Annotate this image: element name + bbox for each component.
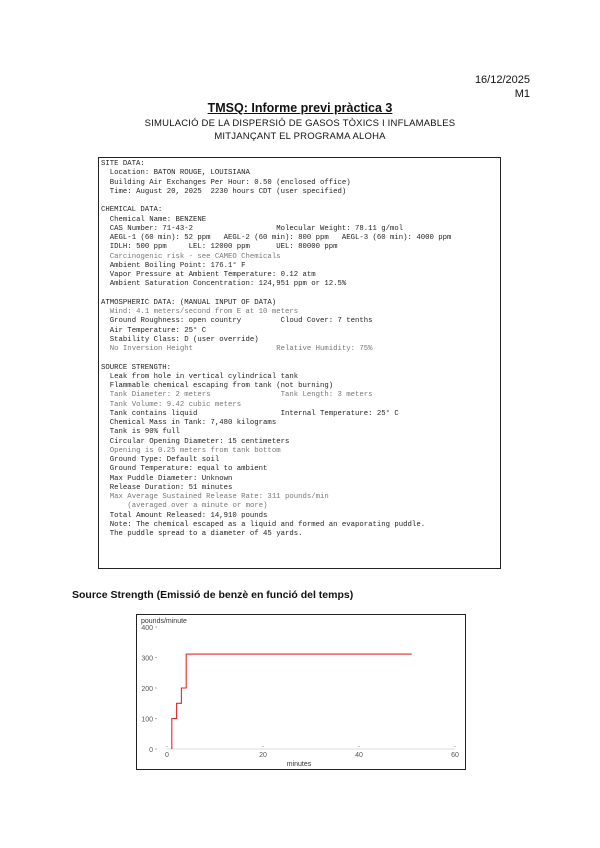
chart-xtick-label: 40 bbox=[355, 752, 363, 759]
report-line: Note: The chemical escaped as a liquid and formed an evaporating puddle. bbox=[109, 520, 426, 529]
report-line: Ground Roughness: open country Cloud Cover: 7 tenths bbox=[109, 317, 373, 326]
report-line: Tank Diameter: 2 meters Tank Length: 3 meters bbox=[109, 391, 373, 400]
chart-ytick-label: 0 bbox=[149, 747, 153, 754]
report-line: Time: August 20, 2025 2230 hours CDT (user specified) bbox=[109, 187, 347, 196]
report-line: SITE DATA: bbox=[101, 160, 145, 168]
chart-section-title: Source Strength (Emissió de benzè en funció del temps) bbox=[72, 589, 354, 601]
report-line: Ambient Saturation Concentration: 124,951 ppm or 12.5% bbox=[109, 280, 347, 289]
chart-xtick-label: 60 bbox=[451, 752, 459, 759]
chart-svg bbox=[137, 615, 467, 771]
report-line: Location: BATON ROUGE, LOUISIANA bbox=[109, 169, 250, 178]
report-line: Building Air Exchanges Per Hour: 0.50 (enclosed office) bbox=[109, 178, 351, 187]
report-line: Ambient Boiling Point: 176.1° F bbox=[109, 261, 246, 270]
report-line: Max Puddle Diameter: Unknown bbox=[109, 474, 233, 483]
report-line: Tank contains liquid Internal Temperature: 25° C bbox=[109, 409, 399, 418]
report-line: Max Average Sustained Release Rate: 311 pounds/min bbox=[109, 493, 329, 501]
report-line: Chemical Mass in Tank: 7,480 kilograms bbox=[109, 419, 277, 427]
report-line: Flammable chemical escaping from tank (not burning) bbox=[109, 382, 334, 390]
subtitle-line-2: MITJANÇANT EL PROGRAMA ALOHA bbox=[214, 131, 386, 142]
report-line: (averaged over a minute or more) bbox=[127, 502, 268, 511]
chart-xtick-label: 20 bbox=[259, 752, 267, 759]
report-line: Air Temperature: 25° C bbox=[109, 326, 207, 335]
report-line: Carcinogenic risk - see CAMEO Chemicals bbox=[109, 252, 281, 261]
report-line: CHEMICAL DATA: bbox=[101, 206, 163, 215]
chart-ylabel: pounds/minute bbox=[141, 618, 187, 625]
report-line: Circular Opening Diameter: 15 centimeters bbox=[109, 437, 290, 446]
report-line: Chemical Name: BENZENE bbox=[109, 215, 207, 224]
chart-ytick-label: 400 bbox=[141, 625, 153, 632]
report-line: Leak from hole in vertical cylindrical tank bbox=[109, 372, 299, 381]
report-line: Release Duration: 51 minutes bbox=[109, 483, 233, 492]
chart-xtick-label: 0 bbox=[165, 752, 169, 759]
aloha-report-box bbox=[98, 157, 501, 569]
report-line: Opening is 0.25 meters from tank bottom bbox=[109, 446, 281, 455]
header-code: M1 bbox=[514, 88, 530, 100]
source-strength-chart bbox=[136, 614, 466, 770]
chart-xlabel: minutes bbox=[286, 761, 312, 768]
page-title: TMSQ: Informe previ pràctica 3 bbox=[207, 101, 393, 115]
chart-ytick-label: 300 bbox=[141, 655, 153, 663]
report-line: Stability Class: D (user override) bbox=[109, 335, 259, 344]
report-line: Tank Volume: 9.42 cubic meters bbox=[109, 400, 242, 409]
report-line: ATMOSPHERIC DATA: (MANUAL INPUT OF DATA) bbox=[101, 298, 277, 307]
report-line: IDLH: 500 ppm LEL: 12000 ppm UEL: 80000 ppm bbox=[109, 243, 338, 252]
chart-ytick-label: 200 bbox=[141, 686, 153, 693]
report-line: CAS Number: 71-43-2 Molecular Weight: 78.11 g/mol bbox=[109, 224, 404, 233]
report-line: Vapor Pressure at Ambient Temperature: 0.12 atm bbox=[109, 271, 316, 279]
report-line: Wind: 4.1 meters/second from E at 10 meters bbox=[109, 308, 299, 316]
chart-series-line bbox=[172, 654, 412, 749]
header-date: 16/12/2025 bbox=[474, 74, 530, 86]
report-line: The puddle spread to a diameter of 45 yards. bbox=[109, 530, 303, 538]
chart-ytick-label: 100 bbox=[141, 716, 153, 724]
report-line: Tank is 90% full bbox=[109, 428, 180, 437]
report-line: No Inversion Height Relative Humidity: 75% bbox=[109, 345, 373, 353]
subtitle-line-1: SIMULACIÓ DE LA DISPERSIÓ DE GASOS TÒXICS I INFLAMABLES bbox=[144, 118, 456, 129]
report-line: AEGL-1 (60 min): 52 ppm AEGL-2 (60 min): 800 ppm AEGL-3 (60 min): 4000 ppm bbox=[109, 234, 452, 242]
report-line: SOURCE STRENGTH: bbox=[101, 363, 172, 372]
report-line: Total Amount Released: 14,910 pounds bbox=[109, 511, 268, 520]
report-line: Ground Type: Default soil bbox=[109, 456, 220, 464]
report-line: Ground Temperature: equal to ambient bbox=[109, 465, 268, 474]
